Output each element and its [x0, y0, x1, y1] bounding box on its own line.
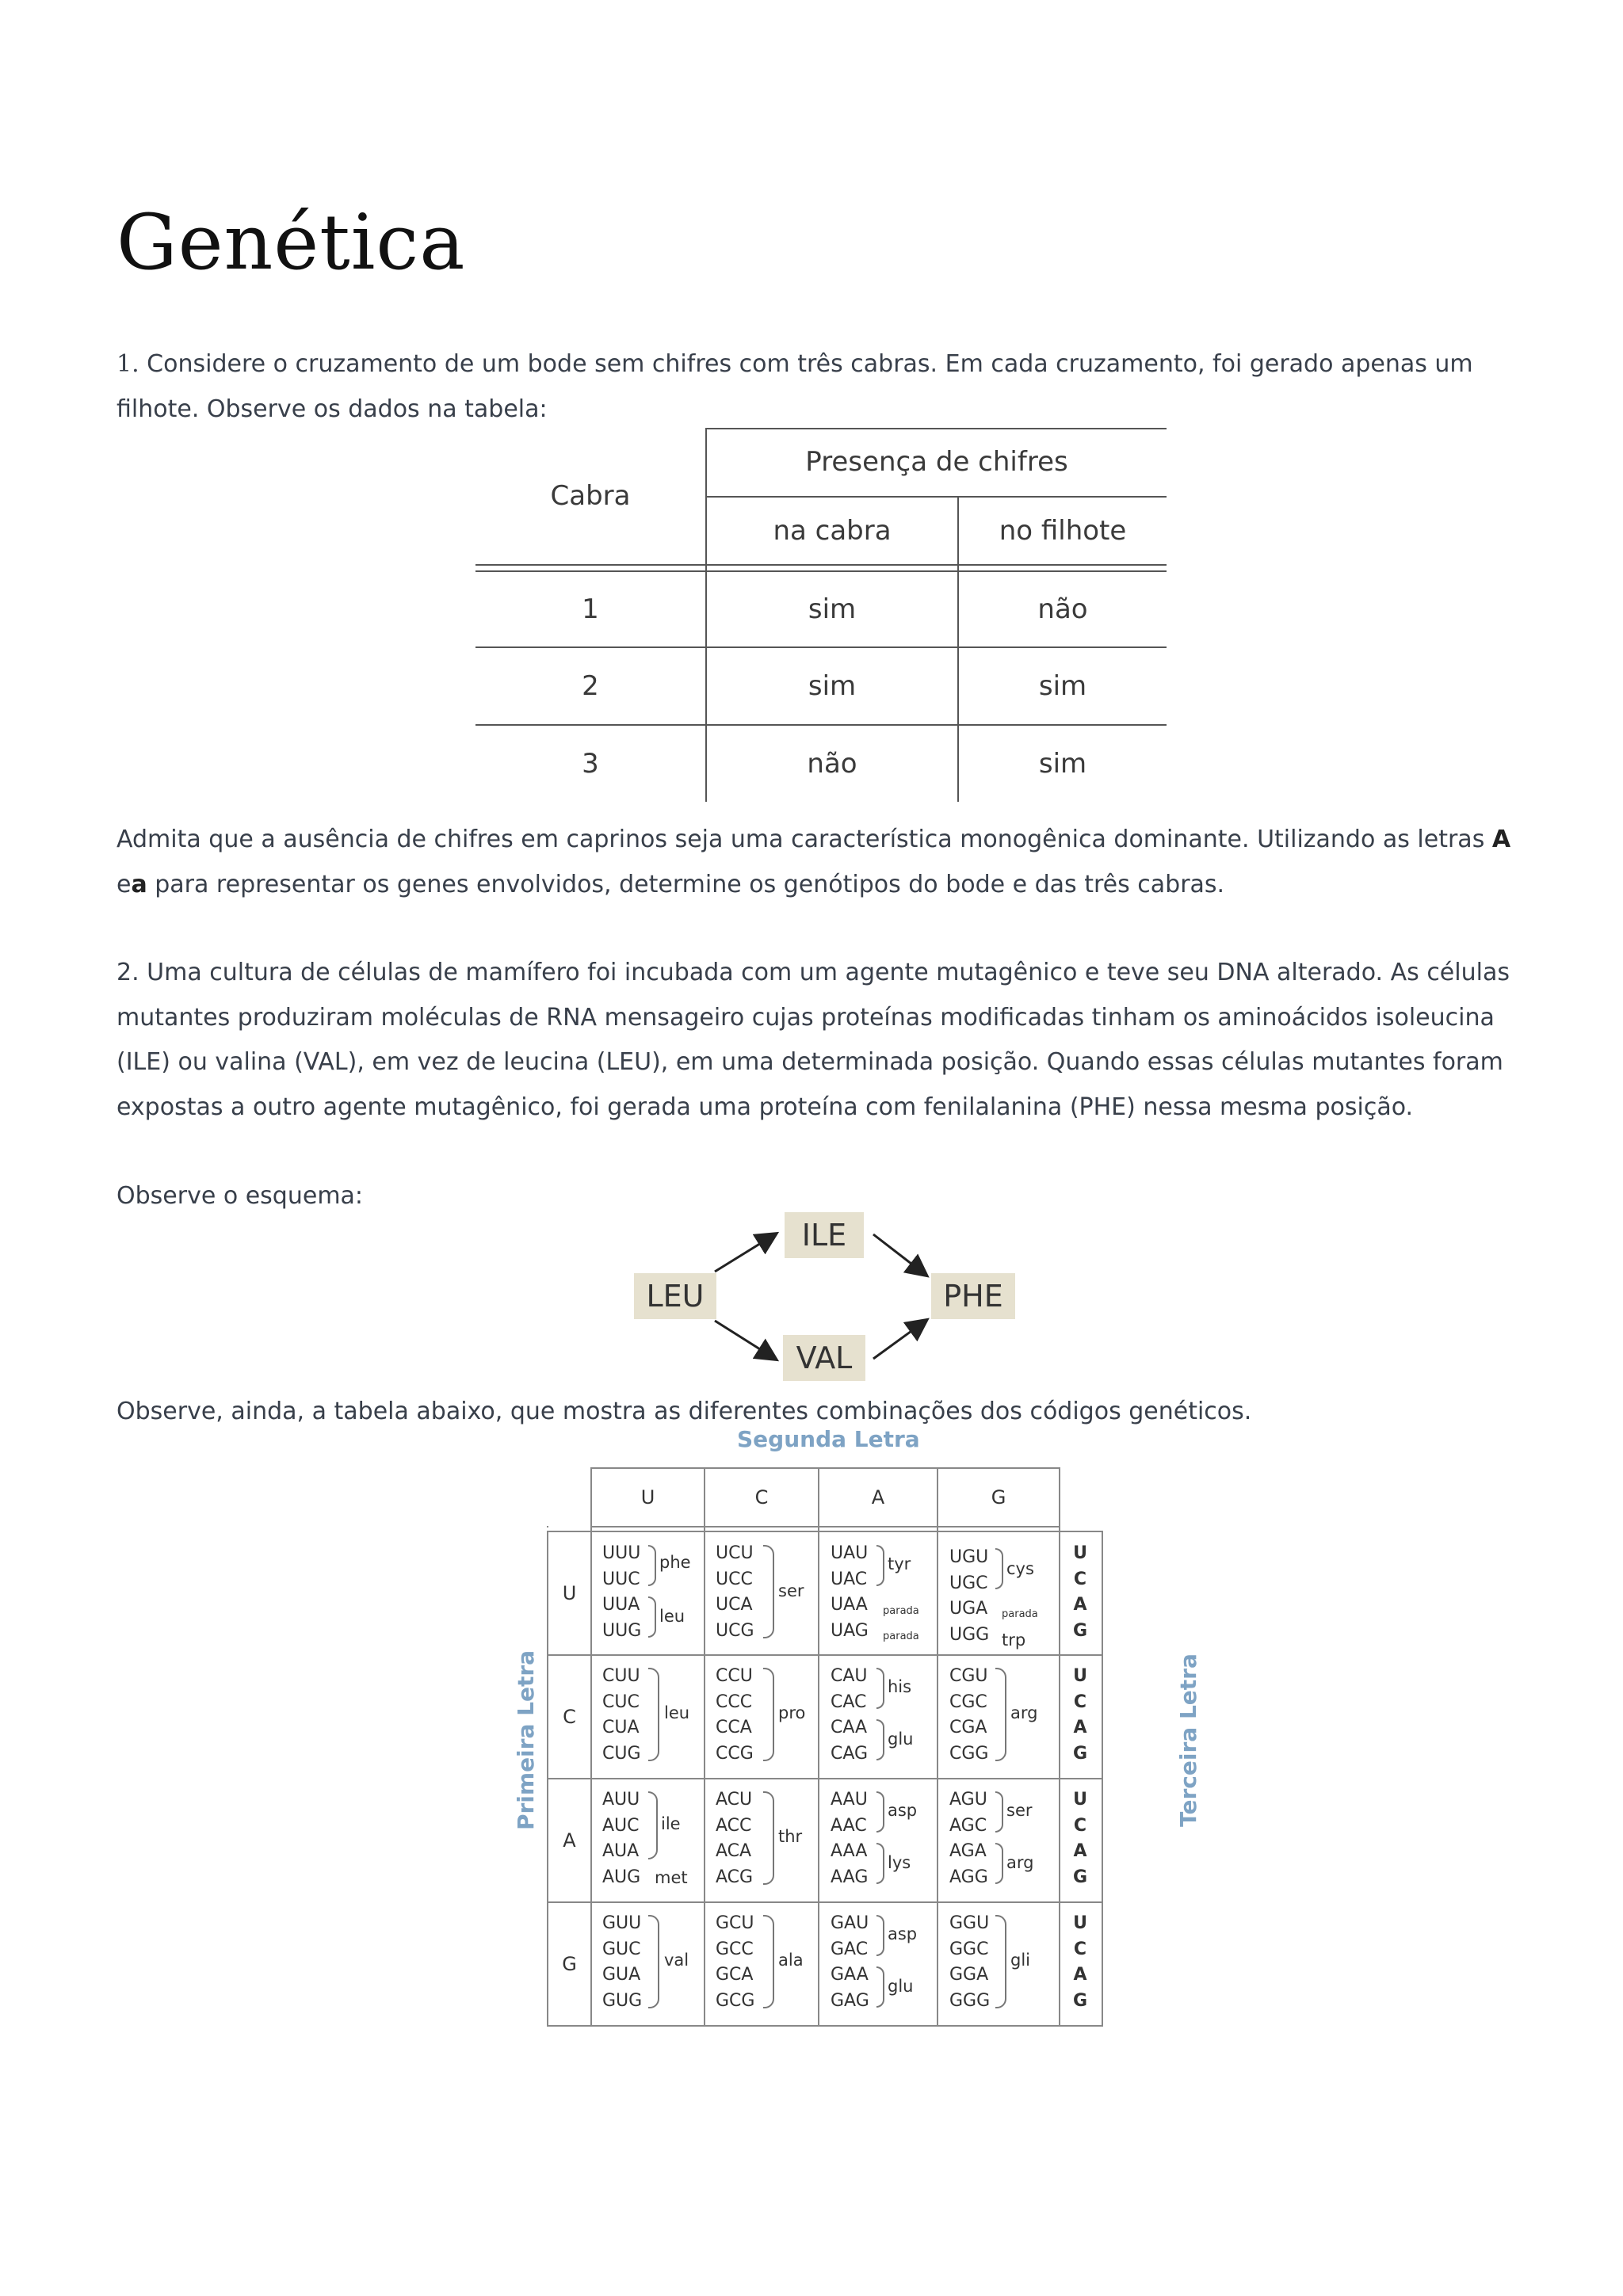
codons-UC: UCU UCC UCA UCG: [716, 1543, 754, 1641]
aa-tyr: tyr: [888, 1554, 911, 1573]
aa-val: val: [664, 1951, 689, 1970]
third-letters-G: U C A G: [1072, 1913, 1088, 2011]
schema-arrows: [626, 1208, 1022, 1383]
aa-ser-2: ser: [1006, 1801, 1033, 1820]
codons-AG: AGU AGC AGA AGG: [949, 1790, 988, 1887]
col-header-U: U: [640, 1486, 655, 1508]
question-1-body: Considere o cruzamento de um bode sem chifres com três cabras. Em cada cruzamento, foi gerado apenas um filhote. Observe os dados na tabela:: [116, 350, 1473, 423]
instr-mid: e: [116, 870, 132, 898]
box-ile: ILE: [785, 1212, 864, 1258]
header-presenca: Presença de chifres: [805, 446, 1068, 478]
aa-glu-2: glu: [888, 1977, 914, 1996]
row-2-na-cabra: sim: [808, 670, 857, 702]
aa-ser-1: ser: [778, 1581, 804, 1600]
row-header-U: U: [562, 1582, 577, 1604]
codons-CU: CUU CUC CUA CUG: [602, 1666, 641, 1764]
question-1-instructions: [116, 818, 1535, 907]
aa-met: met: [655, 1868, 688, 1887]
row-2-no-filhote: sim: [1038, 670, 1087, 702]
aa-leu-1: leu: [659, 1607, 685, 1626]
aa-parada-1: parada: [883, 1605, 919, 1617]
letter-a: a: [131, 870, 147, 898]
codons-UU: UUU UUC UUA UUG: [602, 1543, 642, 1641]
col-header-G: G: [991, 1486, 1006, 1508]
question-2-number: 2.: [116, 959, 139, 986]
third-letters-A: U C A G: [1072, 1790, 1088, 1887]
header-no-filhote: no filhote: [999, 515, 1127, 547]
aa-parada-2: parada: [883, 1630, 919, 1642]
codons-GU: GUU GUC GUA GUG: [602, 1913, 643, 2011]
aa-phe: phe: [659, 1553, 691, 1572]
codon-table: [491, 1426, 1201, 2036]
question-2-text: [116, 951, 1535, 1130]
codons-CG: CGU CGC CGA CGG: [949, 1666, 989, 1764]
box-val: VAL: [783, 1335, 865, 1381]
header-na-cabra: na cabra: [773, 515, 892, 547]
aa-parada-3: parada: [1002, 1608, 1038, 1620]
aa-his: his: [888, 1677, 912, 1696]
row-2-cabra: 2: [582, 670, 599, 702]
codons-UA: UAU UAC UAA UAG: [831, 1543, 869, 1641]
aa-arg-2: arg: [1006, 1853, 1034, 1872]
aa-glu-1: glu: [888, 1730, 914, 1749]
first-letter-label: Primeira Letra: [513, 1650, 540, 1831]
chifres-table: [475, 428, 1167, 802]
aa-arg-1: arg: [1010, 1703, 1038, 1722]
aa-leu-2: leu: [664, 1703, 690, 1722]
row-3-na-cabra: não: [807, 748, 857, 780]
observe-schema-text: Observe o esquema:: [116, 1182, 364, 1210]
page-title: Genética: [116, 198, 466, 287]
header-cabra: Cabra: [550, 480, 631, 512]
col-header-C: C: [754, 1486, 769, 1508]
row-header-C: C: [563, 1706, 576, 1728]
aa-cys: cys: [1006, 1559, 1034, 1578]
question-1-number: 1.: [116, 350, 139, 378]
arrow-leu-val: [715, 1321, 775, 1359]
third-letter-label: Terceira Letra: [1174, 1653, 1201, 1827]
box-phe: PHE: [931, 1273, 1015, 1319]
row-1-cabra: 1: [582, 593, 599, 625]
instr-part-1: Admita que a ausência de chifres em caprinos seja uma característica monogênica dominante. Utilizando as letras: [116, 826, 1492, 853]
aa-gli: gli: [1010, 1951, 1030, 1970]
codons-GG: GGU GGC GGA GGG: [949, 1913, 991, 2011]
codons-GA: GAU GAC GAA GAG: [831, 1913, 869, 2011]
col-header-A: A: [871, 1486, 885, 1508]
codons-AA: AAU AAC AAA AAG: [831, 1790, 869, 1887]
row-3-no-filhote: sim: [1038, 748, 1087, 780]
codons-UG: UGU UGC UGA UGG: [949, 1547, 990, 1645]
aa-asp-2: asp: [888, 1924, 918, 1943]
instr-part-2: para representar os genes envolvidos, determine os genótipos do bode e das três cabras.: [147, 870, 1225, 898]
aa-asp-1: asp: [888, 1801, 918, 1820]
codons-AC: ACU ACC ACA ACG: [716, 1790, 754, 1887]
observe-table-text: Observe, ainda, a tabela abaixo, que mostra as diferentes combinações dos códigos genéticos.: [116, 1398, 1252, 1425]
second-letter-label: Segunda Letra: [737, 1426, 920, 1452]
codons-GC: GCU GCC GCA GCG: [716, 1913, 755, 2011]
arrow-ile-phe: [873, 1234, 926, 1275]
letter-A: A: [1491, 826, 1511, 853]
third-letters-U: U C A G: [1072, 1543, 1088, 1641]
aa-pro: pro: [778, 1703, 806, 1722]
question-1-text: [116, 342, 1535, 432]
aa-lys: lys: [888, 1853, 911, 1872]
question-2-body: Uma cultura de células de mamífero foi incubada com um agente mutagênico e teve seu DNA alterado. As células mutantes produziram moléculas de RNA mensageiro cujas proteínas modificadas tinham os aminoácidos isoleucina (ILE) ou valina (VAL), em vez de leucina (LEU), em uma determinada posição. Quando essas células mutantes foram expostas a outro agente mutagênico, foi gerada uma proteína com fenilalanina (PHE) nessa mesma posição.: [116, 959, 1510, 1121]
aa-ile: ile: [661, 1814, 681, 1833]
arrow-val-phe: [873, 1321, 926, 1359]
row-header-A: A: [563, 1829, 576, 1852]
box-leu: LEU: [634, 1273, 716, 1319]
row-1-na-cabra: sim: [808, 593, 857, 625]
codons-AU: AUU AUC AUA AUG: [602, 1790, 641, 1887]
codons-CA: CAU CAC CAA CAG: [831, 1666, 869, 1764]
aa-thr: thr: [778, 1827, 803, 1846]
mutation-schema: [626, 1208, 1022, 1383]
arrow-leu-ile: [715, 1234, 775, 1272]
row-header-G: G: [562, 1953, 577, 1975]
row-3-cabra: 3: [582, 748, 599, 780]
aa-ala: ala: [778, 1951, 804, 1970]
row-1-no-filhote: não: [1037, 593, 1088, 625]
third-letters-C: U C A G: [1072, 1666, 1088, 1764]
aa-trp: trp: [1002, 1630, 1026, 1650]
codons-CC: CCU CCC CCA CCG: [716, 1666, 754, 1764]
